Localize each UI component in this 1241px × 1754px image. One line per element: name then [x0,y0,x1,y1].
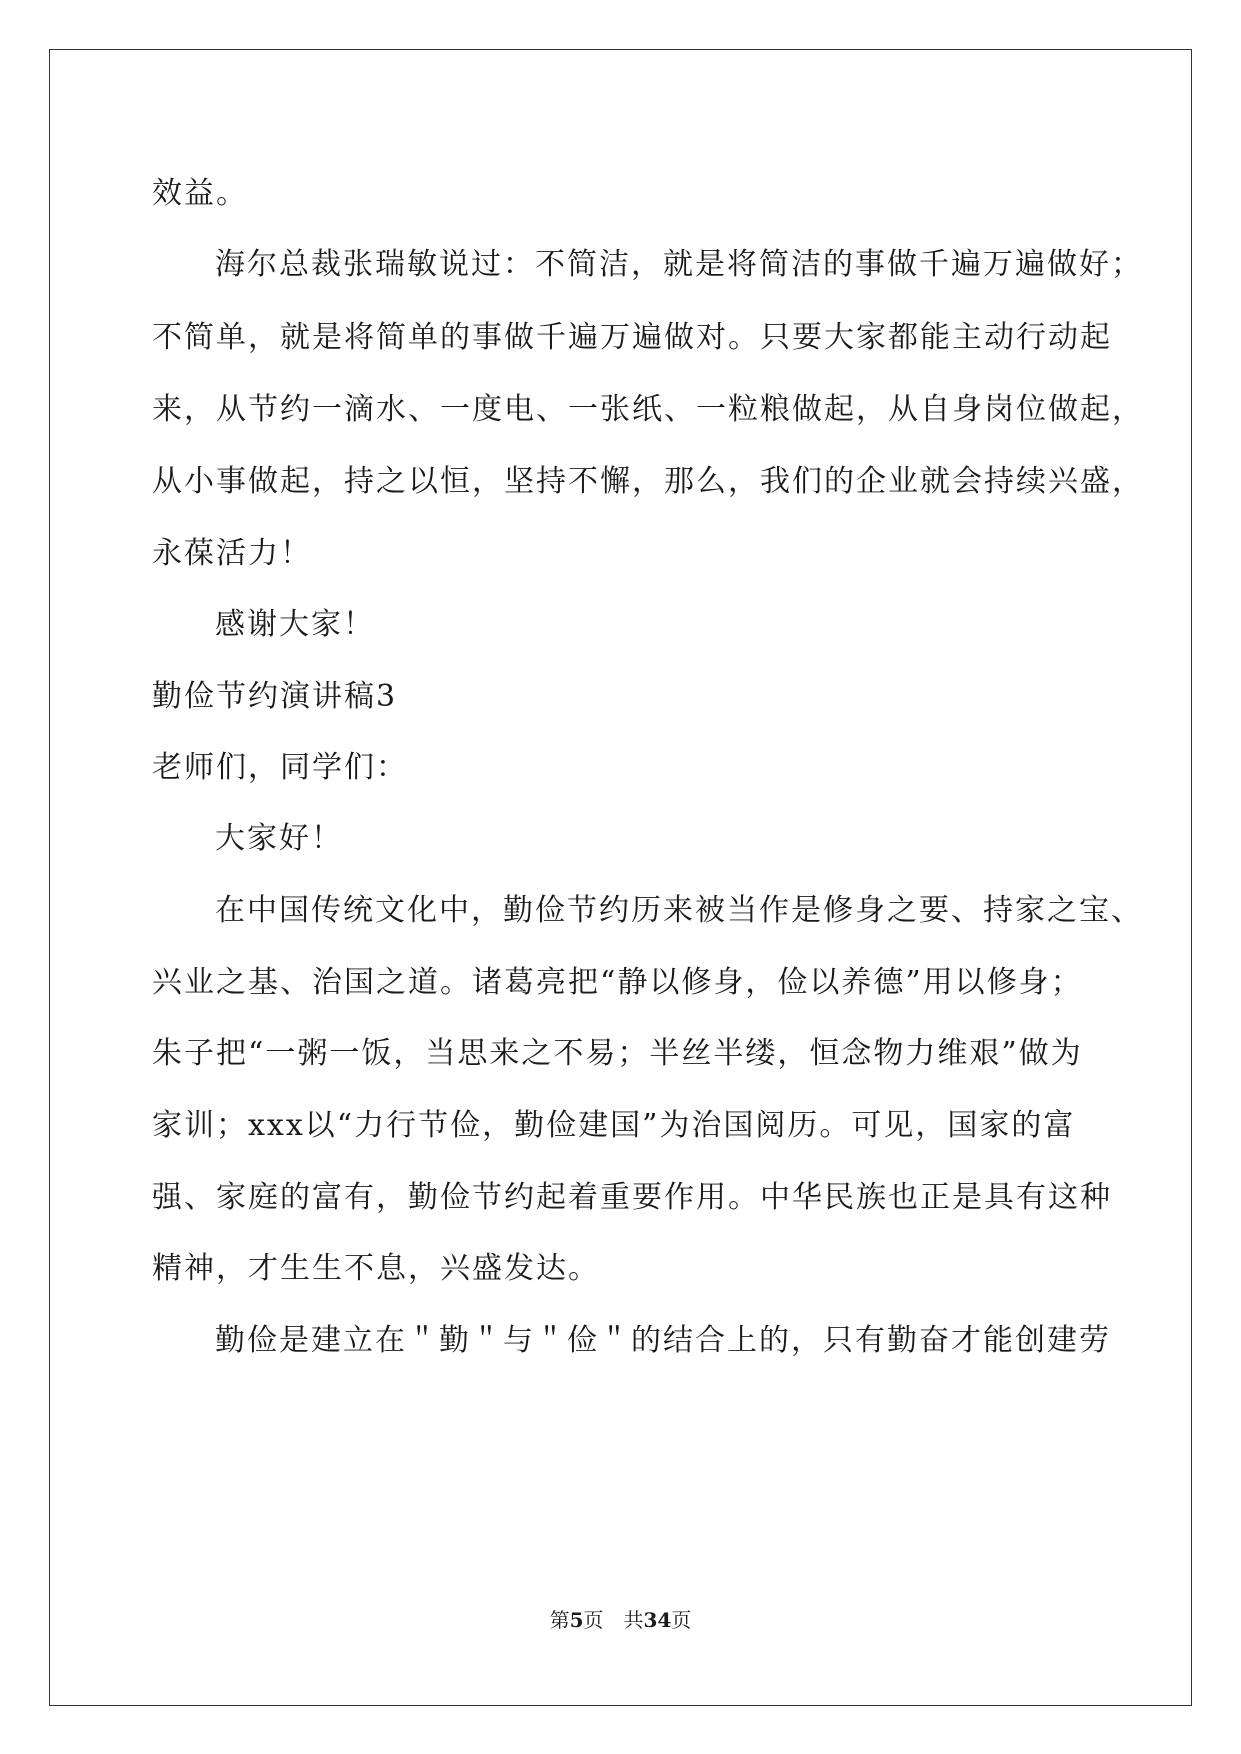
page-footer [0,1608,1241,1632]
text-line: 永葆活力！ [152,536,312,571]
paragraph-start: 大家好！ [215,821,343,856]
text-line: 强、家庭的富有，勤俭节约起着重要作用。中华民族也正是具有这种 [152,1180,1112,1215]
text-line: 效益。 [152,176,248,211]
text-line: 兴业之基、治国之道。诸葛亮把“静以修身，俭以养德”用以修身； [152,965,1083,1000]
text-line: 不简单，就是将简单的事做千遍万遍做对。只要大家都能主动行动起 [152,320,1112,355]
paragraph-start: 在中国传统文化中，勤俭节约历来被当作是修身之要、持家之宝、 [215,893,1143,928]
text-line: 从小事做起，持之以恒，坚持不懈，那么，我们的企业就会持续兴盛， [152,464,1144,499]
total-pages: 34 [643,1608,672,1632]
paragraph-start: 海尔总裁张瑞敏说过：不简洁，就是将简洁的事做千遍万遍做好； [215,247,1143,282]
page-frame [49,49,1192,1706]
text-line: 精神，才生生不息，兴盛发达。 [152,1251,600,1286]
total-suffix: 页 [671,1608,692,1632]
paragraph-start: 感谢大家！ [215,607,375,642]
section-heading: 勤俭节约演讲稿3 [152,679,398,714]
page-number: 5 [569,1608,584,1632]
page-prefix: 第 [549,1608,570,1632]
salutation: 老师们，同学们： [152,750,408,785]
total-prefix: 共 [623,1608,644,1632]
text-line: 来，从节约一滴水、一度电、一张纸、一粒粮做起，从自身岗位做起， [152,392,1144,427]
text-line: 家训；xxx以“力行节俭，勤俭建国”为治国阅历。可见，国家的富 [152,1108,1076,1143]
page-suffix: 页 [583,1608,604,1632]
text-line: 朱子把“一粥一饭，当思来之不易；半丝半缕，恒念物力维艰”做为 [152,1036,1083,1071]
paragraph-start: 勤俭是建立在＂勤＂与＂俭＂的结合上的，只有勤奋才能创建劳 [215,1323,1111,1358]
